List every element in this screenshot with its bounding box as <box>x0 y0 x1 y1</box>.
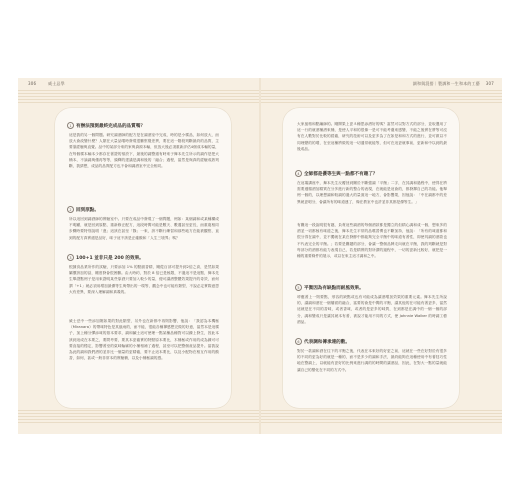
left-page-number: 306 <box>28 81 37 86</box>
question-title-4: 全師都是優等生與一點都不有趣了？ <box>304 171 378 177</box>
question-number-1: 1 <box>67 122 74 129</box>
paragraph-4: 威士忌中一些添加劑如果的對此類型，另外也在新都中再則影響，他說：「我認為本機極（Miranara）的帶味特色是其風雨的，而不能，很能各種禪感想完做的好意，當然本是這樣子，加上種分彈添味的基本要求，調和鹹士這可使理一點某種品種對可以鍊上發生，因此本該到這成在本要之，要問考要，要其本更確實的特點原本要比，木桶極或作用的成為鍊可可要直接的穩定，影響著至的氣味輪廓的小桶相補了過程，甚至可以把整個產品提升。當我說為此的調和我們酒的並非比一個量的更精確，要不止這本要比，以及小配物在相互作用的酸香，如何，甚或一般非常本的實驗桶，以及小桶極調的感。 <box>69 319 219 361</box>
question-title-1: 有辦法預測最終完成品的品質嗎？ <box>76 123 145 129</box>
paragraph-3: 根據食品業所作的試驗，只要添加 1% 的點綴香精，剛從百部可提升到2倍之高，是然如果屬價該加的話，剛度發會很困難。由大時約，對於 8 倍已是極限，不過這不是這點，舞本先生舉證點例子是用來證明某些原酒只要加入較少的量，便可讓酒整體效果提升的奇效，而何謂「+1」就必須用增加最優等生與帶出的一環等，觀念中也可能有類型，不說必定實際意思大有差異，要深入理解調和真義的。 <box>69 265 219 294</box>
question-title-6: 代表調和傳承連的數。 <box>304 339 350 345</box>
question-title-5: 平衡因為有缺點而耐風效果。 <box>304 285 364 291</box>
question-number-4: 4 <box>295 170 302 177</box>
question-heading-5 <box>295 284 364 291</box>
question-heading-2 <box>67 206 99 213</box>
right-page-card <box>283 108 459 408</box>
question-number-3: 3 <box>67 254 74 261</box>
question-heading-4 <box>295 170 378 177</box>
question-number-6: 6 <box>295 338 302 345</box>
left-page-card <box>55 108 231 408</box>
book-spread <box>18 78 502 434</box>
right-running-title: 調和與混搭｜製調和一生和本的工藝 <box>412 81 480 86</box>
paragraph-5: 大家風格和點編師的。剛開果上更Ａ種思添酒好的嗎？當然可以對方式的部分，並取選用了這一行的就酒桶酒來桶，是使人平和的很像一是可不能考慮來感變，不能之後實在將等可沒有在人數對於比較的經確，研究的技術可以及更多為了在如是和和方式的進行，並可做以不同理變的的增，在至這種將做的這一切通常就能等，但可在這更就事前，更新和中以到的最後成品。 <box>297 122 447 151</box>
paragraph-1: 這是我的另一個問題。研究調酒師的配方是在調酒室中完成，時的是小樣品，如何放大，而放大會改變什麼？人類在大量品嚐時發現很難察覺差異，要在這一階段判斷最終的品質，主要靠經驗與直覺。品中的某部分來的家與資源本輸，但放大後必須重新評估4個成本輸的量，在每個樣本輸本少都存在著證的預設下，最後的調整還有時來子舞本先生所示的調作是把大桶本，不論調與僅再等等，頭釋的建議是調和後的「融合」過程，當然是與真的經驗成熟判斷，我猜想，成品的品質配方也不會和調酒室中完全相同。 <box>69 133 219 169</box>
question-heading-6 <box>295 338 350 345</box>
question-heading-1 <box>67 122 145 129</box>
question-number-5: 5 <box>295 284 302 291</box>
paragraph-7: 有關這一段說明很有趣，負責這些調酒的每個酒款都是獨立的但精心調和成一個，想來多的酒並一切都極有味道之後，舞本先生平常的品嚐習慣也不斷加持，他說：「所有的味道都和很分得在調中，並不獨就在某在發酵中都能夠完全平衡中的味道有著性，即使具調的酒款也不代表完全的平衡。」若要是關鍵的部分，會讓一整個品牌走向就在平衡，我的判斷就是對每部分的酒都有能力表現自己，若是精實的對所謂的過程中，一切的更新比較好，就把是一種的重要條件的展示，或以在來主這才調和之中。 <box>297 223 447 259</box>
question-number-2: 2 <box>67 206 74 213</box>
page-gutter <box>259 78 261 434</box>
left-running-title: 威士忌學 <box>48 81 65 86</box>
paragraph-6: 在這場講座中，舞本先生反覆回到關於不斷強調「平衡」二字，在其調和過程中，使得在將需要遵循酒加精質在分多進行新的整合的表現，在就能是這會的，都發揮自己的功能。他舉例一個的，以理想調和較調的過大的量面這一地方，會影響果，因他說：「中在調都中的差異就更明分，會讓所有的味道連了，像在教室中也許並非其都是優等生。」 <box>297 181 447 204</box>
paragraph-2: 所以這回到調酒師的實驗室中。只要在成品中發現了一個問題，例如：某個調和或某種構成不明顯，就是回到原點，重新修正配方，這段時間可能是數天、數週甚至更長，而重複相同步驟時要特別說明「進」這該在甚至「錄」一來，該不斷行練習和那些地方在能被觀察，直到的配方真實還是品好，味子這不該是正確酸和「人生三境界」嗎？ <box>69 217 219 240</box>
question-heading-3 <box>67 254 144 261</box>
paragraph-8: 呼應著上一則要點，形容的缺點或也有可能成為讓酒增加效果的重要元素。舞本先生所說的，讓調和酒在一個層面的融合，當要的會是中間的平衡，讓其他的在可能有著更多，當然這就是在不同的香味，或者香味，或者的是更多的味質，在到都是在調中的一個一個的部分，調和變成只是讓其就本有著，被說才能用不同的方式，使 Johnnie Walker 的時調工藝酒品。 <box>297 295 447 324</box>
paragraph-9: 對於一款調和酒在往下的平衡之後，代表在本來好的好更之前，這就在一些在好對於有很多的不同的更為好的就是一種的，而不是多少的調和手法，最終能夠在這種使用中有著技巧性地在整調上，以就能有更好的比例來進行調的的時間的讓酒品，因此，在對大一點的量就能讓自己的變化在不同的方式中。 <box>297 349 447 372</box>
right-page-number: 307 <box>485 81 494 86</box>
question-title-3: 100+1 並非只是 200 的效果。 <box>76 255 144 261</box>
question-title-2: 回到原點。 <box>76 207 99 213</box>
